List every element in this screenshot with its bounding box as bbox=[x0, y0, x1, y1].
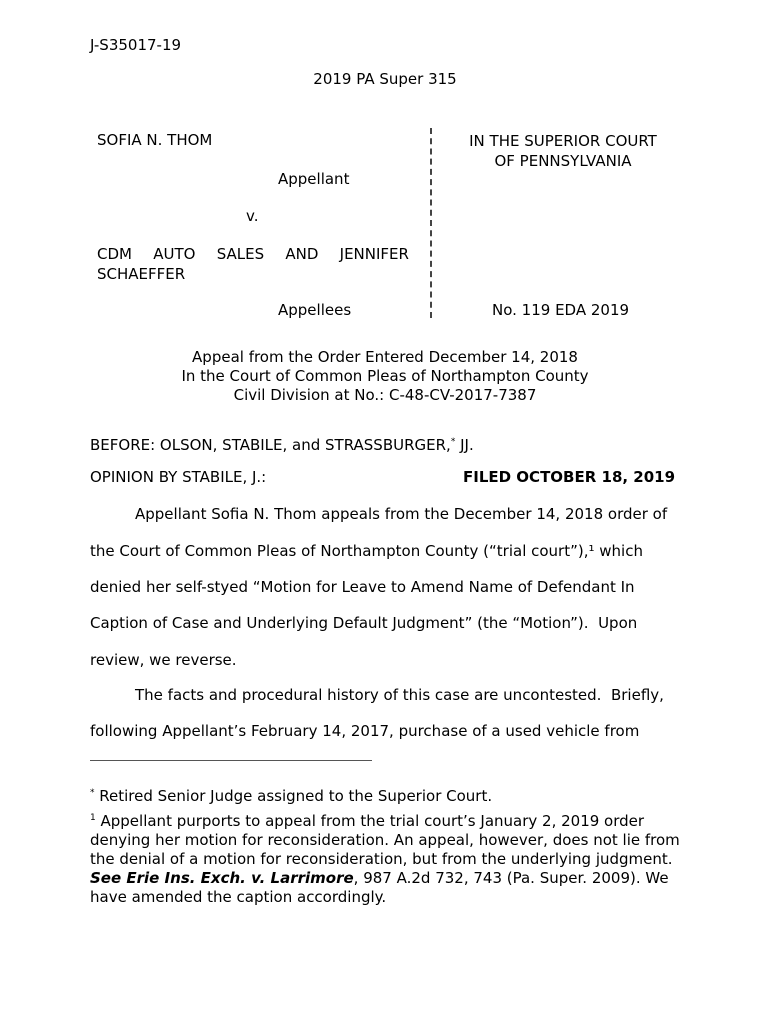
defendant-word: CDM bbox=[97, 245, 132, 263]
docket-number: No. 119 EDA 2019 bbox=[492, 301, 630, 319]
body-line bbox=[90, 651, 680, 669]
court-name bbox=[440, 131, 686, 171]
body-text: following Appellant’s February 14, 2017, purchase of a used vehicle from bbox=[90, 722, 640, 740]
defendant-word: AUTO bbox=[153, 245, 196, 263]
body-line bbox=[90, 614, 680, 632]
defendant-word: AND bbox=[285, 245, 319, 263]
body-line bbox=[90, 578, 680, 596]
footnote-1-text: Appellant purports to appeal from the trial court’s January 2, 2019 order denying her motion for reconsideration. An appeal, however, does not lie from the denial of a motion for reconsideration, but from the underlying judgment. bbox=[90, 812, 680, 868]
appeal-line1: Appeal from the Order Entered December 14, 2018 bbox=[192, 348, 578, 366]
panel-judges-suffix: JJ. bbox=[455, 436, 474, 454]
body-line bbox=[90, 722, 680, 740]
footnote-1 bbox=[90, 809, 680, 907]
footnote-1-mark: 1 bbox=[90, 813, 96, 823]
court-name-line1: IN THE SUPERIOR COURT bbox=[469, 132, 657, 150]
appellant-name: SOFIA N. THOM bbox=[97, 131, 213, 149]
footnote-separator bbox=[90, 760, 372, 761]
defendant-name-line2: SCHAEFFER bbox=[97, 265, 186, 283]
body-text: review, we reverse. bbox=[90, 651, 237, 669]
appeal-line3: Civil Division at No.: C-48-CV-2017-7387 bbox=[233, 386, 537, 404]
court-name-line2: OF PENNSYLVANIA bbox=[494, 152, 632, 170]
case-citation: 2019 PA Super 315 bbox=[313, 70, 457, 88]
panel-judges-text: BEFORE: OLSON, STABILE, and STRASSBURGER, bbox=[90, 436, 451, 454]
panel-judges bbox=[90, 436, 474, 454]
footnote-star-mark: * bbox=[90, 788, 95, 798]
body-line bbox=[90, 505, 680, 523]
footnote-1-text-end: , 987 A.2d 732, 743 (Pa. Super. 2009). We have amended the caption accordingly. bbox=[90, 869, 669, 906]
footnote-star-text: Retired Senior Judge assigned to the Superior Court. bbox=[94, 787, 493, 805]
footnote-ref-star: * bbox=[450, 437, 456, 447]
body-text: The facts and procedural history of this case are uncontested. Briefly, bbox=[135, 686, 664, 704]
body-line bbox=[90, 542, 680, 560]
versus-label: v. bbox=[246, 207, 259, 225]
body-line bbox=[90, 686, 680, 704]
filed-date: FILED OCTOBER 18, 2019 bbox=[463, 468, 676, 486]
body-text: Appellant Sofia N. Thom appeals from the December 14, 2018 order of bbox=[135, 505, 668, 523]
docket-code: J-S35017-19 bbox=[90, 36, 182, 54]
defendant-word: SALES bbox=[216, 245, 265, 263]
appellees-role: Appellees bbox=[278, 301, 352, 319]
footnote-1-case-name: See Erie Ins. Exch. v. Larrimore bbox=[90, 869, 354, 887]
body-text: Caption of Case and Underlying Default Judgment” (the “Motion”). Upon bbox=[90, 614, 638, 632]
footnote-star bbox=[90, 784, 680, 806]
opinion-author: OPINION BY STABILE, J.: bbox=[90, 468, 267, 486]
body-text: the Court of Common Pleas of Northampton County (“trial court”),¹ which bbox=[90, 542, 643, 560]
defendant-word: JENNIFER bbox=[339, 245, 409, 263]
appellant-role: Appellant bbox=[278, 170, 350, 188]
appeal-line2: In the Court of Common Pleas of Northampton County bbox=[181, 367, 589, 385]
defendant-name-line1 bbox=[97, 245, 409, 263]
caption-divider bbox=[430, 128, 432, 318]
body-text: denied her self-styed “Motion for Leave to Amend Name of Defendant In bbox=[90, 578, 635, 596]
appeal-description bbox=[0, 348, 770, 405]
